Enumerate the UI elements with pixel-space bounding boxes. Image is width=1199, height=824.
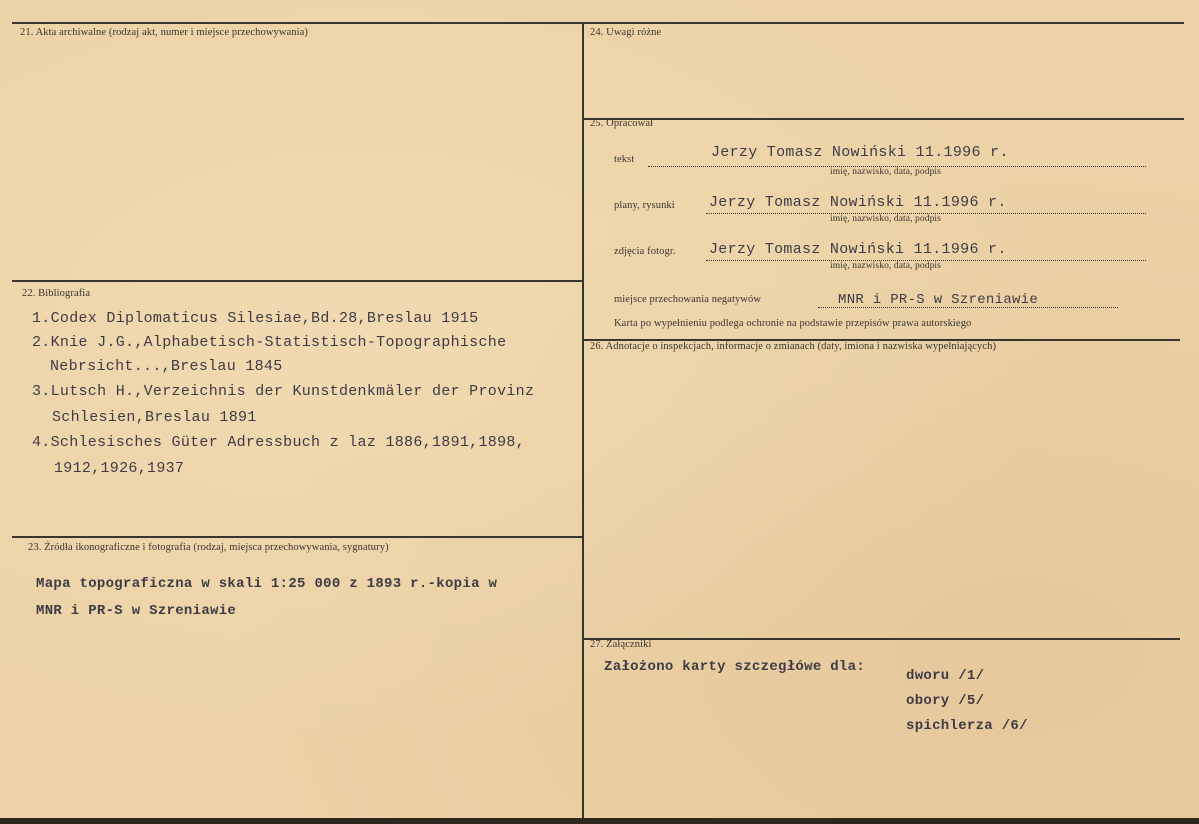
text-author-hint: imię, nazwisko, data, podpis: [830, 167, 941, 177]
divider-21-22: [12, 280, 582, 282]
attachment-item: dworu /1/: [906, 668, 985, 684]
iconography-line: Mapa topograficzna w skali 1:25 000 z 1893 r.-kopia w: [36, 576, 498, 592]
iconography-line: MNR i PR-S w Szreniawie: [36, 603, 237, 619]
card-bottom-edge: [0, 818, 1199, 824]
bibliography-line: 2.Knie J.G.,Alphabetisch-Statistisch-Topographische: [32, 334, 507, 351]
section-21-label: 21. Akta archiwalne (rodzaj akt, numer i miejsce przechowywania): [20, 27, 309, 38]
center-divider: [582, 22, 584, 818]
section-27-label: 27. Załączniki: [590, 639, 652, 650]
drawings-author-value: Jerzy Tomasz Nowiński 11.1996 r.: [709, 194, 1007, 211]
bibliography-line: Nebrsicht...,Breslau 1845: [50, 358, 283, 375]
drawings-author-hint: imię, nazwisko, data, podpis: [830, 214, 941, 224]
attachment-item: obory /5/: [906, 693, 985, 709]
section-26-label: 26. Adnotacje o inspekcjach, informacje o zmianach (daty, imiona i nazwiska wypełniających): [590, 341, 997, 352]
section-22-label: 22. Bibliografia: [22, 288, 91, 299]
drawings-author-field-label: plany, rysunki: [614, 200, 675, 211]
section-25-label: 25. Opracował: [590, 118, 654, 129]
photos-author-value: Jerzy Tomasz Nowiński 11.1996 r.: [709, 241, 1007, 258]
bibliography-line: 1912,1926,1937: [54, 460, 185, 477]
text-author-field-label: tekst: [614, 154, 635, 165]
bibliography-line: Schlesien,Breslau 1891: [52, 409, 257, 426]
bibliography-line: 4.Schlesisches Güter Adressbuch z laz 1886,1891,1898,: [32, 434, 525, 451]
negatives-value: MNR i PR-S w Szreniawie: [838, 292, 1039, 308]
divider-24-25: [584, 118, 1184, 120]
bibliography-line: 3.Lutsch H.,Verzeichnis der Kunstdenkmäler der Provinz: [32, 383, 535, 400]
negatives-field-label: miejsce przechowania negatywów: [614, 294, 762, 305]
divider-26-27: [584, 638, 1180, 640]
text-author-value: Jerzy Tomasz Nowiński 11.1996 r.: [711, 144, 1009, 161]
photos-author-field-label: zdjęcia fotogr.: [614, 246, 676, 257]
section-23-label: 23. Źródła ikonograficzne i fotografia (rodzaj, miejsca przechowywania, sygnatury): [28, 542, 389, 553]
attachments-lead: Założono karty szczegłówe dla:: [604, 659, 866, 675]
photos-author-hint: imię, nazwisko, data, podpis: [830, 261, 941, 271]
divider-22-23: [12, 536, 582, 538]
top-border: [12, 22, 1184, 24]
copyright-note: Karta po wypełnieniu podlega ochronie na podstawie przepisów prawa autorskiego: [614, 318, 972, 329]
section-24-label: 24. Uwagi różne: [590, 27, 662, 38]
attachment-item: spichlerza /6/: [906, 718, 1028, 734]
bibliography-line: 1.Codex Diplomaticus Silesiae,Bd.28,Breslau 1915: [32, 310, 479, 327]
